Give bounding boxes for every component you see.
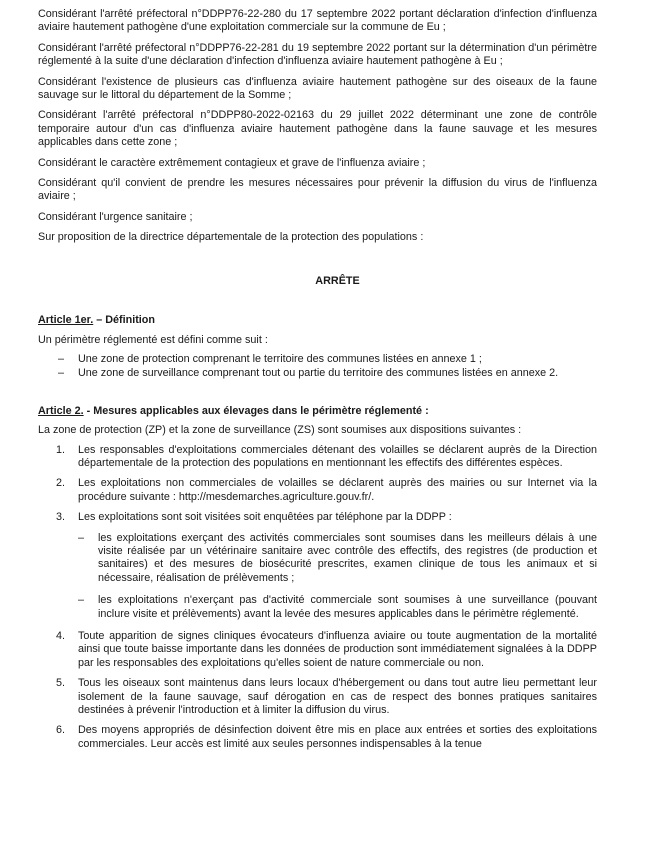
- item-number: 5.: [56, 677, 66, 690]
- article-2-heading: [0, 405, 645, 418]
- article-1-heading: [0, 314, 645, 327]
- item-text: Des moyens appropriés de désinfection doivent être mis en place aux entrées et sorties des exploitations commerciales. Leur accès est limité aux seules personnes indispensables à la tenue: [78, 724, 597, 750]
- considerant-1: Considérant l'arrêté préfectoral n°DDPP76-22-280 du 17 septembre 2022 portant déclaration d'infection d'influenza aviaire hautement pathogène d'une exploitation commerciale sur la commune de Eu ;: [38, 8, 597, 34]
- considerant-2: Considérant l'arrêté préfectoral n°DDPP76-22-281 du 19 septembre 2022 portant sur la détermination d'un périmètre réglementé à la suite d'une déclaration d'infection d'influenza aviaire hautement pathogène à Eu ;: [38, 41, 597, 68]
- item-text: Les responsables d'exploitations commerciales détenant des volailles se déclarent auprès de la Direction départementale de la protection des populations en mentionnant les effectifs des différentes espèces.: [78, 443, 597, 469]
- item-text: Les exploitations sont soit visitées soit enquêtées par téléphone par la DDPP :: [78, 511, 452, 524]
- list-item: [56, 511, 597, 621]
- item-number: 1.: [56, 443, 66, 456]
- considerant-5: Considérant le caractère extrêmement contagieux et grave de l'influenza aviaire ;: [38, 156, 426, 169]
- article-1-list: [0, 353, 645, 381]
- considerant-6: Considérant qu'il convient de prendre les mesures nécessaires pour prévenir la diffusion du virus de l'influenza aviaire ;: [38, 177, 597, 203]
- sub-list-item: – les exploitations n'exerçant pas d'activité commerciale sont soumises à une surveillance (pouvant inclure visite et prélèvements) avant la levée des mesures applicables dans le périmètre réglementé.: [98, 594, 597, 621]
- article-1-title: – Définition: [93, 314, 156, 327]
- article-1: [0, 314, 645, 381]
- item-text: Les exploitations non commerciales de volailles se déclarent auprès des mairies ou sur Internet via la procédure suivante : http://mesdemarches.agriculture.gouv.fr/.: [78, 477, 597, 503]
- considerants-section: [0, 8, 645, 245]
- item-text: Tous les oiseaux sont maintenus dans leurs locaux d'hébergement ou dans tout autre lieu permettant leur isolement de la faune sauvage, sauf dérogation en cas de respect des bonnes pratiques sanitaires destinées à prévenir l'introduction et à limiter la diffusion du virus.: [78, 677, 597, 717]
- decree-title: ARRÊTE: [315, 274, 360, 287]
- sub-list: [78, 532, 597, 621]
- list-item: [56, 443, 597, 471]
- proposition-line: Sur proposition de la directrice départementale de la protection des populations :: [38, 231, 424, 244]
- list-item: – Une zone de protection comprenant le territoire des communes listées en annexe 1 ;: [78, 353, 597, 366]
- article-2-title: - Mesures applicables aux élevages dans le périmètre réglementé :: [83, 404, 429, 417]
- article-2: [0, 405, 645, 752]
- list-item: [56, 477, 597, 504]
- article-1-label: Article 1er.: [38, 314, 94, 327]
- item-number: 4.: [56, 630, 66, 642]
- item-text: Toute apparition de signes cliniques évocateurs d'influenza aviaire ou toute augmentation de la mortalité ainsi que toute baisse importante dans les données de production sont immédiatement signalées à la DDPP par les responsables des exploitations qu'elles soient de nature commerciale ou non.: [78, 630, 597, 669]
- article-2-intro: La zone de protection (ZP) et la zone de surveillance (ZS) sont soumises aux dispositions suivantes :: [38, 424, 522, 437]
- sub-list-item: – les exploitations exerçant des activités commerciales sont soumises dans les meilleurs délais à une visite réalisée par un vétérinaire sanitaire avec contrôle des effectifs, des registres (de production et sanitaires) et des mesures de biosécurité prescrites, examen clinique de tous les animaux et si nécessaire, réalisation de prélèvements ;: [98, 532, 597, 586]
- article-2-list: [0, 444, 645, 752]
- list-item: [56, 724, 597, 751]
- list-item: [56, 630, 597, 670]
- considerant-3: Considérant l'existence de plusieurs cas d'influenza aviaire hautement pathogène sur des oiseaux de la faune sauvage sur le littoral du département de la Somme ;: [38, 75, 597, 102]
- considerant-7: Considérant l'urgence sanitaire ;: [38, 210, 193, 223]
- list-item: – Une zone de surveillance comprenant tout ou partie du territoire des communes listées en annexe 2.: [78, 367, 597, 380]
- item-number: 2.: [56, 477, 66, 490]
- list-item: [56, 677, 597, 717]
- article-1-intro: Un périmètre réglementé est défini comme suit :: [38, 333, 268, 346]
- considerant-4: Considérant l'arrêté préfectoral n°DDPP80-2022-02163 du 29 juillet 2022 déterminant une zone de contrôle temporaire autour d'un cas d'influenza aviaire hautement pathogène dans la faune sauvage et les mesures applicables dans cette zone ;: [38, 109, 597, 149]
- item-number: 6.: [56, 724, 66, 737]
- article-2-label: Article 2.: [38, 404, 84, 417]
- item-number: 3.: [56, 511, 66, 524]
